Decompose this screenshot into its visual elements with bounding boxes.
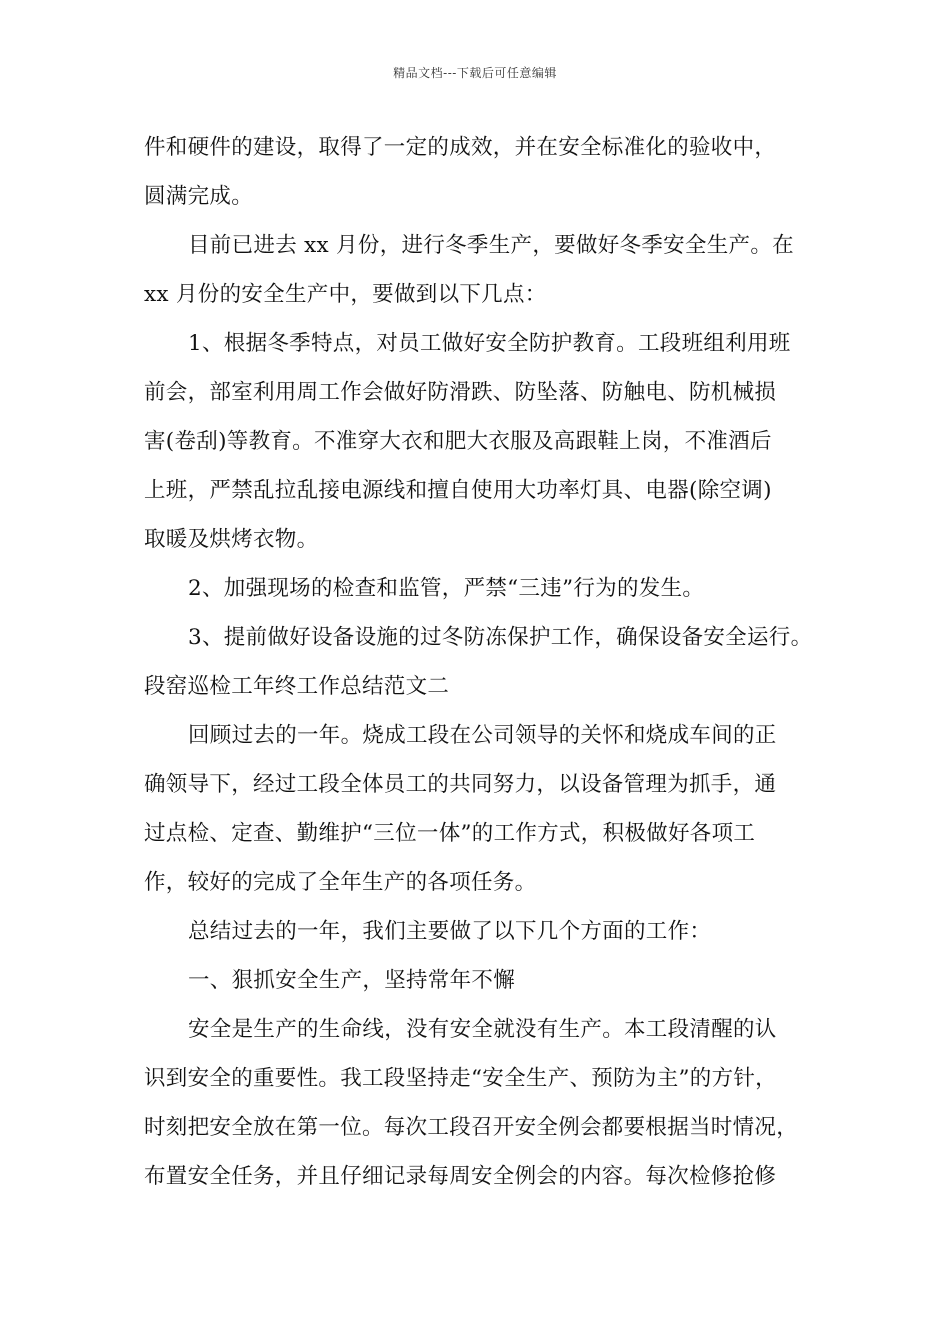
- page-header: 精品文档---下载后可任意编辑: [393, 66, 557, 80]
- text-line: 上班，严禁乱拉乱接电源线和擅自使用大功率灯具、电器(除空调): [144, 478, 772, 503]
- text-line: 作，较好的完成了全年生产的各项任务。: [144, 870, 537, 895]
- text-line: 时刻把安全放在第一位。每次工段召开安全例会都要根据当时情况，: [144, 1115, 799, 1140]
- text-line: 识到安全的重要性。我工段坚持走“安全生产、预防为主”的方针，: [144, 1066, 777, 1091]
- text-line: 前会，部室利用周工作会做好防滑跌、防坠落、防触电、防机械损: [144, 380, 777, 405]
- text-line: 确领导下，经过工段全体员工的共同努力，以设备管理为抓手，通: [144, 772, 777, 797]
- list-item-1-line: 1、根据冬季特点，对员工做好安全防护教育。工段班组利用班: [188, 331, 791, 356]
- text-line: 害(卷刮)等教育。不准穿大衣和肥大衣服及高跟鞋上岗，不准酒后: [144, 429, 772, 454]
- section-title: 段窑巡检工年终工作总结范文二: [144, 674, 450, 699]
- subsection-heading: 一、狠抓安全生产，坚持常年不懈: [188, 968, 516, 993]
- paragraph-start-line: 回顾过去的一年。烧成工段在公司领导的关怀和烧成车间的正: [188, 723, 777, 748]
- text-line: 取暖及烘烤衣物。: [144, 527, 319, 552]
- list-item-2-line: 2、加强现场的检查和监管，严禁“三违”行为的发生。: [188, 576, 705, 601]
- paragraph-start-line: 安全是生产的生命线，没有安全就没有生产。本工段清醒的认: [188, 1017, 777, 1042]
- list-item-3-line: 3、提前做好设备设施的过冬防冻保护工作，确保设备安全运行。: [188, 625, 813, 650]
- document-body: [144, 123, 824, 1201]
- text-line: xx 月份的安全生产中，要做到以下几点：: [144, 282, 547, 307]
- text-line: 过点检、定查、勤维护“三位一体”的工作方式，积极做好各项工: [144, 821, 756, 846]
- text-line: 件和硬件的建设，取得了一定的成效，并在安全标准化的验收中，: [144, 135, 777, 160]
- paragraph-start-line: 目前已进去 xx 月份，进行冬季生产，要做好冬季安全生产。在: [188, 233, 794, 258]
- text-line: 圆满完成。: [144, 184, 254, 209]
- paragraph-start-line: 总结过去的一年，我们主要做了以下几个方面的工作：: [188, 919, 712, 944]
- text-line: 布置安全任务，并且仔细记录每周安全例会的内容。每次检修抢修: [144, 1164, 777, 1189]
